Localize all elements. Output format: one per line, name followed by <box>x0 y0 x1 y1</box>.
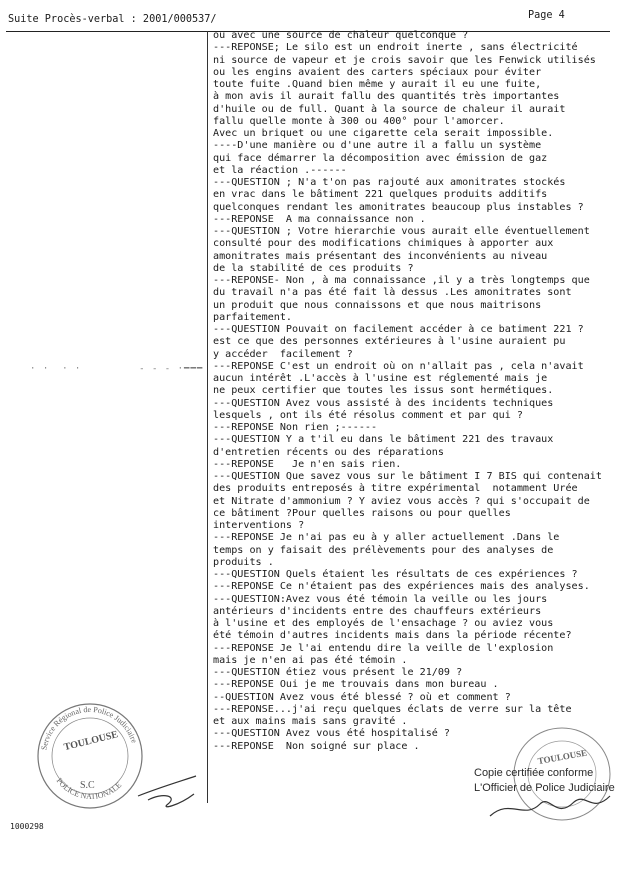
transcript-line: ---REPONSE Je n'ai pas eu à y aller actuellement .Dans le <box>213 532 560 544</box>
transcript-line: à l'usine et des employés de l'ensachage ? ou aviez vous <box>213 618 554 629</box>
svg-text:Service Régional de Police Jud: Service Régional de Police Judiciaire <box>39 704 139 751</box>
certification-line-2: L'Officier de Police Judiciaire <box>474 782 615 794</box>
transcript-line: ce bâtiment ?Pour quelles raisons ou pour quelles <box>213 507 511 519</box>
transcript-line: antérieurs d'incidents entre des chauffeurs extérieurs <box>213 605 542 617</box>
transcript-line: Avec un briquet ou une cigarette cela serait impossible. <box>213 128 554 139</box>
transcript-line: fallu quelle monte à 300 ou 400° pour l'amorcer. <box>213 115 505 127</box>
transcript-line: ne peux certifier que toutes les issus sont hermétiques. <box>213 385 554 397</box>
transcript-line: un produit que nous connaissons et que nous maitrisons <box>213 299 542 311</box>
margin-rule <box>207 31 208 803</box>
transcript-line: est ce que des personnes extérieures à l'usine auraient pu <box>213 336 566 348</box>
transcript-line: été témoin d'autres incidents mais dans la période récente? <box>213 630 572 642</box>
transcript-line: des produits entreposés à titre expérimental notamment Urée <box>213 483 578 495</box>
transcript-line: ---QUESTION Pouvait on facilement accéder à ce batiment 221 ? <box>213 324 584 335</box>
transcript-line: y accéder facilement ? <box>213 348 353 360</box>
header-pv-reference: Suite Procès-verbal : 2001/000537/ <box>8 14 217 25</box>
transcript-line: en vrac dans le bâtiment 221 quelques produits additifs <box>213 189 548 201</box>
transcript-line: ---QUESTION étiez vous présent le 21/09 ? <box>213 667 463 678</box>
transcript-line: interventions ? <box>213 520 305 531</box>
svg-text:TOULOUSE: TOULOUSE <box>536 747 588 767</box>
transcript-line: produits . <box>213 556 274 568</box>
transcript-line: et aux mains mais sans gravité . <box>213 716 408 727</box>
header-page-number: Page 4 <box>528 10 565 21</box>
margin-scan-marks: · · · · - - - ·━━━ <box>30 364 204 374</box>
transcript-line: ---QUESTION Avez vous été hospitalisé ? <box>213 728 451 740</box>
transcript-line: ---REPONSE A ma connaissance non . <box>213 213 426 225</box>
transcript-line: d'entretien récents ou des réparations <box>213 446 444 458</box>
transcript-line: du travail n'a pas été fait là dessus .Les amonitrates sont <box>213 287 572 299</box>
transcript-line: ---REPONSE Non rien ;------ <box>213 422 378 433</box>
transcript-line: ----D'une manière ou d'une autre il a fallu un système <box>213 140 542 152</box>
transcript-line: toute fuite .Quand bien même y aurait il eu une fuite, <box>213 79 542 90</box>
transcript-line: ---REPONSE; Le silo est un endroit inerte , sans électricité <box>213 42 578 54</box>
certification-block <box>474 766 615 796</box>
transcript-line: lesquels , ont ils été résolus comment et par qui ? <box>213 409 523 421</box>
transcript-line: ni source de vapeur et je crois savoir que les Fenwick utilisés <box>213 54 596 66</box>
transcript-line: mais je n'en ai pas été témoin . <box>213 654 408 666</box>
transcript-line: aucun intérêt .L'accès à l'usine est réglementé mais je <box>213 373 548 384</box>
transcript-line: ou avec une source de chaleur quelconque ? <box>213 30 469 41</box>
transcript-line: qui face démarrer la décomposition avec émission de gaz <box>213 152 548 164</box>
transcript-line: temps on y faisait des prélèvements pour des analyses de <box>213 544 554 556</box>
transcript-line: ---REPONSE...j'ai reçu quelques éclats de verre sur la tête <box>213 703 572 715</box>
svg-text:TOULOUSE: TOULOUSE <box>62 729 120 754</box>
transcript-line: ---REPONSE Oui je me trouvais dans mon bureau . <box>213 679 499 691</box>
transcript-line: parfaitement. <box>213 311 293 323</box>
transcript-line: ---REPONSE Je l'ai entendu dire la veille de l'explosion <box>213 642 554 654</box>
document-number: 1000298 <box>10 822 44 831</box>
transcript-line: et la réaction .------ <box>213 164 347 176</box>
transcript-line: ---REPONSE Je n'en sais rien. <box>213 458 402 470</box>
transcript-line: ---QUESTION Y a t'il eu dans le bâtiment 221 des travaux <box>213 434 554 446</box>
transcript-line: ---QUESTION:Avez vous été témoin la veille ou les jours <box>213 593 548 605</box>
transcript-line: consulté pour des modifications chimiques à apporter aux <box>213 238 554 250</box>
transcript-line: de la stabilité de ces produits ? <box>213 262 414 274</box>
transcript-line: ---REPONSE C'est un endroit où on n'allait pas , cela n'avait <box>213 360 584 372</box>
svg-text:S.C: S.C <box>80 780 95 791</box>
transcript-line: ---QUESTION Avez vous assisté à des incidents techniques <box>213 397 554 409</box>
transcript-line: ---QUESTION Que savez vous sur le bâtiment I 7 BIS qui contenait <box>213 471 602 482</box>
transcript-line: ou les engins avaient des carters spéciaux pour éviter <box>213 66 542 78</box>
transcript-line: à mon avis il aurait fallu des quantités très importantes <box>213 91 560 103</box>
police-stamp-left <box>28 696 198 816</box>
certification-line-1: Copie certifiée conforme <box>474 767 594 779</box>
svg-text:POLICE NATIONALE: POLICE NATIONALE <box>54 776 124 801</box>
transcript-line: ---QUESTION ; Votre hierarchie vous aurait elle éventuellement <box>213 226 590 237</box>
transcript-line: ---QUESTION ; N'a t'on pas rajouté aux amonitrates stockés <box>213 177 566 188</box>
transcript-body <box>213 30 617 753</box>
transcript-line: ---QUESTION Quels étaient les résultats de ces expériences ? <box>213 569 578 580</box>
transcript-line: ---REPONSE Ce n'étaient pas des expériences mais des analyses. <box>213 581 590 593</box>
transcript-line: ---REPONSE Non soigné sur place . <box>213 740 420 752</box>
transcript-line: --QUESTION Avez vous été blessé ? où et comment ? <box>213 691 511 703</box>
transcript-line: d'huile ou de full. Quant à la source de chaleur il aurait <box>213 103 566 115</box>
transcript-line: amonitrates mais présentant des inconvénients au niveau <box>213 250 548 262</box>
transcript-line: et Nitrate d'ammonium ? Y aviez vous accès ? qui s'occupait de <box>213 495 590 507</box>
transcript-line: ---REPONSE- Non , à ma connaissance ,il y a très longtemps que <box>213 275 590 286</box>
transcript-line: quelconques rendant les amonitrates beaucoup plus instables ? <box>213 201 584 213</box>
